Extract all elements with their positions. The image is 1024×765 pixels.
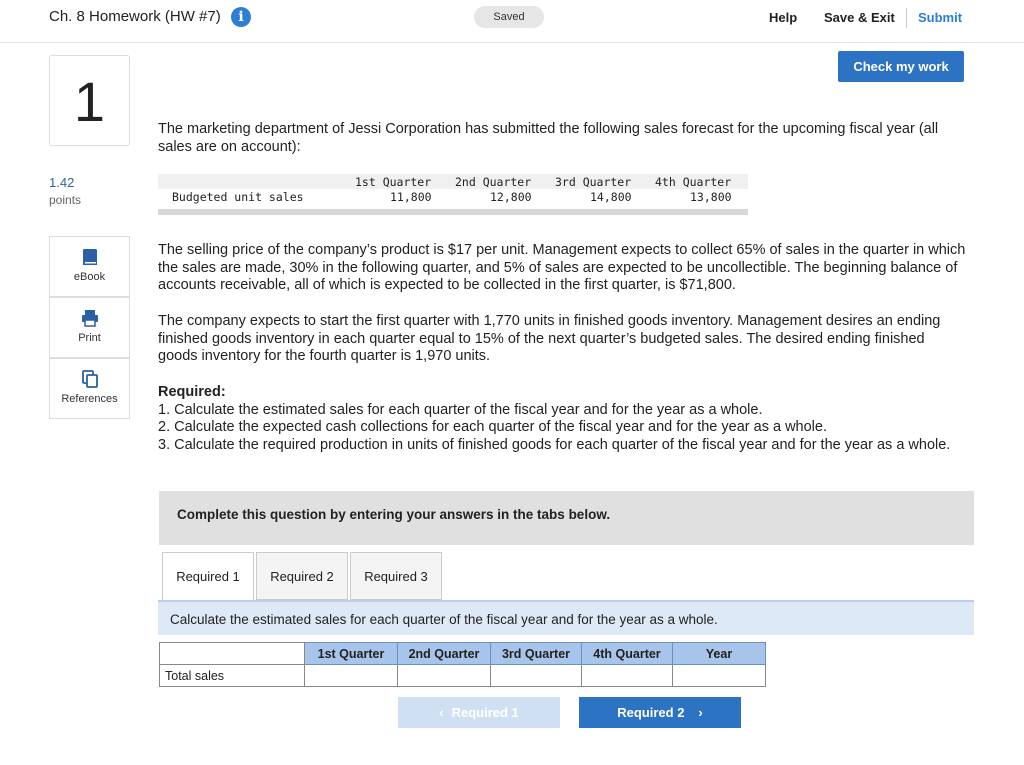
answer-corner-cell xyxy=(160,643,305,665)
answer-cell xyxy=(305,665,398,687)
forecast-header: 4th Quarter xyxy=(655,175,732,189)
instructions-banner xyxy=(159,491,974,545)
ebook-button[interactable] xyxy=(49,236,130,297)
answer-cell xyxy=(491,665,582,687)
tab-instruction-text: Calculate the estimated sales for each quarter of the fiscal year and for the year as a whole. xyxy=(170,612,718,627)
forecast-header: 2nd Quarter xyxy=(455,175,532,189)
points-value: 1.42 xyxy=(49,175,75,190)
answer-cell xyxy=(398,665,491,687)
save-exit-link[interactable]: Save & Exit xyxy=(824,10,895,25)
answer-column-header: Year xyxy=(673,643,766,665)
forecast-header: 3rd Quarter xyxy=(555,175,632,189)
requirement-3: 3. Calculate the required production in units of finished goods for each quarter of the fiscal year and for the year as a whole. xyxy=(158,437,951,453)
tab-required-2[interactable]: Required 2 xyxy=(256,552,348,600)
answer-row-label: Total sales xyxy=(160,665,305,687)
references-button[interactable] xyxy=(49,358,130,419)
prev-required-label: Required 1 xyxy=(451,705,519,720)
info-icon[interactable]: i xyxy=(231,7,251,27)
next-required-label: Required 2 xyxy=(617,705,685,720)
q3-total-sales-input[interactable] xyxy=(491,665,581,686)
answer-column-header: 2nd Quarter xyxy=(398,643,491,665)
points-label: points xyxy=(49,193,82,207)
next-required-button[interactable] xyxy=(579,697,741,728)
answer-column-header: 1st Quarter xyxy=(305,643,398,665)
ebook-label: eBook xyxy=(73,271,106,283)
q2-total-sales-input[interactable] xyxy=(398,665,490,686)
assignment-title: Ch. 8 Homework (HW #7) xyxy=(49,8,221,25)
answer-table xyxy=(159,642,766,687)
chevron-right-icon: › xyxy=(698,705,703,720)
book-icon xyxy=(80,247,100,267)
prev-required-button[interactable] xyxy=(398,697,560,728)
check-my-work-button[interactable]: Check my work xyxy=(838,51,964,82)
top-bar xyxy=(0,0,1024,43)
divider xyxy=(906,8,907,28)
sales-forecast-table xyxy=(158,174,748,216)
print-button[interactable] xyxy=(49,297,130,358)
q1-total-sales-input[interactable] xyxy=(305,665,397,686)
answer-cell xyxy=(582,665,673,687)
tab-required-3[interactable]: Required 3 xyxy=(350,552,442,600)
problem-paragraph-2: The company expects to start the first quarter with 1,770 units in finished goods inventory. Management desires an ending finished goods inventory in each quarter equal to 15% of the next quarter’s budgeted sales. The desired ending finished goods inventory for the fourth quarter is 1,970 units. xyxy=(158,313,941,364)
saved-status-badge: Saved xyxy=(474,6,544,28)
forecast-value: 13,800 xyxy=(690,190,732,204)
forecast-value: 14,800 xyxy=(590,190,632,204)
answer-header-row xyxy=(160,643,766,665)
forecast-header: 1st Quarter xyxy=(355,175,432,189)
required-heading: Required: xyxy=(158,384,226,400)
table-row xyxy=(160,665,766,687)
instructions-banner-text: Complete this question by entering your answers in the tabs below. xyxy=(177,507,611,522)
tab-required-1[interactable]: Required 1 xyxy=(162,552,254,601)
forecast-bottom-rule xyxy=(158,209,748,215)
forecast-value: 11,800 xyxy=(390,190,432,204)
q4-total-sales-input[interactable] xyxy=(582,665,672,686)
requirement-1: 1. Calculate the estimated sales for each quarter of the fiscal year and for the year as a whole. xyxy=(158,402,763,418)
references-label: References xyxy=(61,393,118,405)
chevron-left-icon: ‹ xyxy=(439,705,444,720)
answer-column-header: 3rd Quarter xyxy=(491,643,582,665)
problem-intro: The marketing department of Jessi Corporation has submitted the following sales forecast for the upcoming fiscal year (all sales are on account): xyxy=(158,121,939,155)
copy-icon xyxy=(80,369,100,389)
question-number: 1 xyxy=(49,55,130,146)
forecast-row-label: Budgeted unit sales xyxy=(172,190,304,204)
print-label: Print xyxy=(78,332,101,344)
submit-link[interactable]: Submit xyxy=(918,10,963,25)
year-total-sales-input[interactable] xyxy=(673,665,765,686)
answer-cell xyxy=(673,665,766,687)
printer-icon xyxy=(80,308,100,328)
requirement-2: 2. Calculate the expected cash collections for each quarter of the fiscal year and for the year as a whole. xyxy=(158,419,827,435)
help-link[interactable]: Help xyxy=(769,10,798,25)
forecast-value: 12,800 xyxy=(490,190,532,204)
problem-paragraph-1: The selling price of the company’s product is $17 per unit. Management expects to collect 65% of sales in the quarter in which the sales are made, 30% in the following quarter, and 5% of sales are expected to be uncollectible. The beginning balance of accounts receivable, all of which is expected to be collected in the first quarter, is $71,800. xyxy=(158,242,966,293)
answer-column-header: 4th Quarter xyxy=(582,643,673,665)
tab-instruction xyxy=(158,600,974,635)
